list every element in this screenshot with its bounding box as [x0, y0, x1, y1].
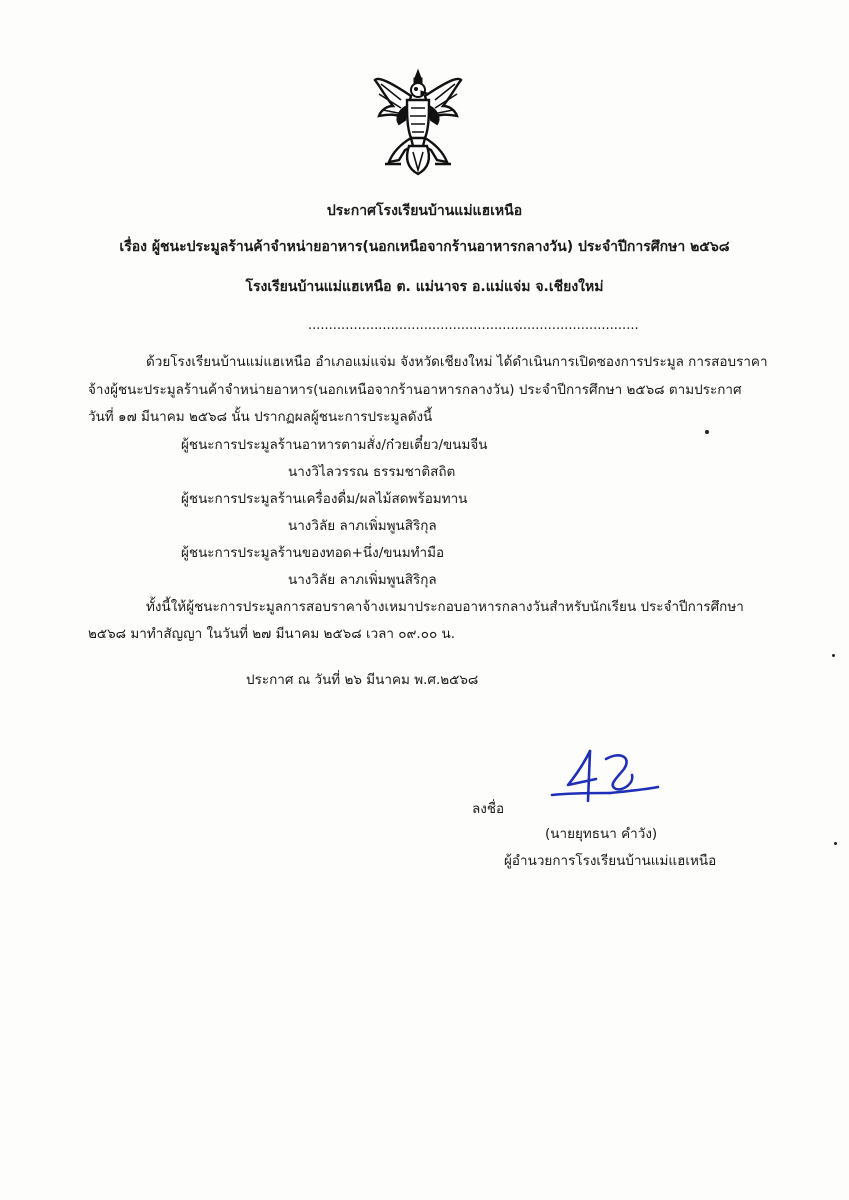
separator-dots: ................................................................................: [308, 318, 639, 333]
school-address-line: โรงเรียนบ้านแม่แฮเหนือ ต. แม่นาจร อ.แม่แจ่ม จ.เชียงใหม่: [245, 279, 604, 295]
winner-category-2: ผู้ชนะการประมูลร้านเครื่องดื่ม/ผลไม้สดพร้อมทาน: [181, 491, 468, 507]
signatory-name: (นายยุทธนา คำวัง): [545, 826, 658, 842]
winner-category-1: ผู้ชนะการประมูลร้านอาหารตามสั่ง/ก๋วยเตี๋ยว/ขนมจีน: [181, 437, 488, 453]
winner-name-2: นางวิลัย ลาภเพิ่มพูนสิริกุล: [288, 518, 437, 534]
winner-name-3: นางวิลัย ลาภเพิ่มพูนสิริกุล: [288, 572, 437, 588]
signatory-position: ผู้อำนวยการโรงเรียนบ้านแม่แฮเหนือ: [504, 853, 717, 869]
scan-speck: [705, 430, 709, 434]
winner-category-3: ผู้ชนะการประมูลร้านของทอด+นึ่ง/ขนมทำมือ: [181, 545, 445, 561]
scan-speck: [832, 654, 835, 657]
announcement-title: ประกาศโรงเรียนบ้านแม่แฮเหนือ: [326, 203, 523, 219]
body-paragraph-1-line-3: วันที่ ๑๗ มีนาคม ๒๕๖๘ นั้น ปรากฏผลผู้ชนะการประมูลดังนี้: [88, 409, 433, 425]
announcement-date: ประกาศ ณ วันที่ ๒๖ มีนาคม พ.ศ.๒๕๖๘: [246, 672, 479, 688]
sign-label: ลงชื่อ: [472, 801, 505, 817]
handwritten-signature-icon: [550, 745, 660, 805]
winner-name-1: นางวิไลวรรณ ธรรมชาติสถิต: [288, 464, 456, 480]
garuda-emblem-icon: [371, 66, 465, 178]
body-paragraph-2-line-2: ๒๕๖๘ มาทำสัญญา ในวันที่ ๒๗ มีนาคม ๒๕๖๘ เวลา ๐๙.๐๐ น.: [88, 626, 455, 642]
announcement-subject: เรื่อง ผู้ชนะประมูลร้านค้าจำหน่ายอาหาร(นอกเหนือจากร้านอาหารกลางวัน) ประจำปีการศึกษา ๒๕๖๘: [119, 239, 730, 255]
body-paragraph-1-line-1: ด้วยโรงเรียนบ้านแม่แฮเหนือ อำเภอแม่แจ่ม จังหวัดเชียงใหม่ ได้ดำเนินการเปิดซองการประมูล การสอบราคา: [146, 354, 768, 370]
body-paragraph-1-line-2: จ้างผู้ชนะประมูลร้านค้าจำหน่ายอาหาร(นอกเหนือจากร้านอาหารกลางวัน) ประจำปีการศึกษา ๒๕๖๘ ตามประกาศ: [88, 382, 742, 398]
body-paragraph-2-line-1: ทั้งนี้ให้ผู้ชนะการประมูลการสอบราคาจ้างเหมาประกอบอาหารกลางวันสำหรับนักเรียน ประจำปีการศึกษา: [146, 599, 744, 615]
scan-speck: [834, 842, 837, 845]
